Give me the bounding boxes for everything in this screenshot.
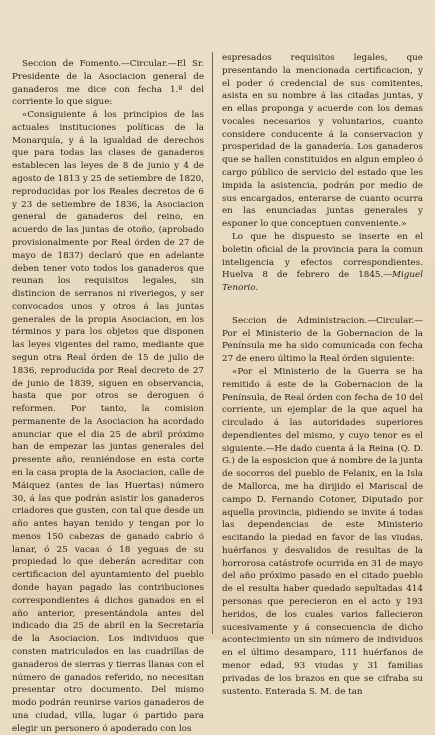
administracion-body-paragraph: «Por el Ministerio de la Guerra se ha remitido á este de la Gobernacion de la Península, de Real órden con fecha de 10 del corriente, un ejemplar de la que aquel ha circulado á las autoridades superiores dependientes del mismo, y cuyo tenor es el siguiente.—He dado cuenta á la Reina (Q. D. G.) de la esposicion que á nombre de la junta de socorros del pueblo de Felanix, en la Isla de Mallorca, me ha dirijido el Mariscal de campo D. Fernando Cotoner, Diputado por aquella provincia, pidiendo se invite á todas las dependencias de este Ministerio escitando la piedad en favor de las viudas, huérfanos y desvalidos de resultas de la horrorosa catástrofe ocurrida en 31 de mayo del año próximo pasado en el citado pueblo de el resulta haber quedado sepultadas 414 personas que perecieron en el acto y 193 heridos, de los cuales varios fallecieron sucesivamente y á consecuencia de dicho acontecimiento un sin número de individuos en el último desamparo, 111 huérfanos de menor edad, 93 viudas y 31 familias privadas de los brazos en que se cifraba su sustento. Enterada S. M. de tan	[222, 366, 423, 697]
insertion-text: Lo que he dispuesto se inserte en el boletin oficial de la provincia para la comun inteligencia y efectos correspondientes. Huelva 8 de febrero de 1845.—	[222, 231, 423, 281]
column-divider	[212, 52, 213, 634]
right-column	[222, 52, 423, 698]
administracion-heading-paragraph: Seccion de Administracion.—Circular.—Por el Ministerio de la Gobernacion de la Península me ha sido comunicada con fecha 27 de enero último la Real órden siguiente:	[222, 315, 423, 365]
left-column	[12, 52, 204, 735]
insertion-paragraph	[222, 231, 423, 295]
fomento-heading-paragraph: Seccion de Fomento.—Circular.—El Sr. Presidente de la Asociacion general de ganaderos me dice con fecha 1.º del corriente lo que sigue:	[12, 59, 204, 108]
continuation-paragraph: espresados requisitos legales, que presentando la mencionada certificacion, y el poder ó credencial de sus comitentes, asista en su nombre á las citadas juntas, y en ellas proponga y acuerde con los demas vocales necesarios y voluntarios, cuanto considere conducente á la conservacion y prosperidad de la ganadería. Los ganaderos que se hallen constituidos en algun empleo ó cargo público de servicio del estado que les impida la asistencia, podrán por medio de sus encargados, enterarse de cuanto ocurra en las enunciadas juntas generales y esponer lo que conceptuen conveniente.»	[222, 53, 423, 230]
signature: Miguel Tenorio.	[222, 270, 423, 294]
fomento-body-paragraph: «Consiguiente á los principios de las actuales instituciones políticas de la Monarquía, y á la igualdad de derechos que para todas las clases de ganaderos establecen las leyes de 8 de junio y 4 de agosto de 1813 y 25 de setiembre de 1820, reproducidas por los Reales decretos de 6 y 23 de setiembre de 1836, la Asociacion general de ganaderos del reino, en acuerdo de las juntas de otoño, (aprobado provisionalmente por Real órden de 27 de mayo de 1837) declaró que en adelante deben tener voto todos los ganaderos que reunan los requisitos legales, sin distincion de serranos ni riveriegos, y ser convocados unos y otros á las juntas generales de la propia Asociacion, en los términos y para los objetos que disponen las leyes vigentes del ramo, mediante que segun otra Real órden de 15 de julio de 1836, reproducida por Real decreto de 27 de junio de 1839, siguen en observancia, hasta que por otros se deroguen ó reformen. Por tanto, la comision permanente de la Asociacion ha acordado anunciar que el dia 25 de abril próximo han de empezar las juntas generales del presente año, reuniéndose en esta corte en la casa propia de la Asociacion, calle de Máiquez (antes de las Huertas) número 30, á las que podrán asistir los ganaderos criadores que gusten, con tal que desde un año antes hayan tenido y tengan por lo menos 150 cabezas de ganado cabrío ó lanar, ó 25 vacas ó 18 yeguas de su propiedad lo que deberán acreditar con certificacion del ayuntamiento del pueblo donde hayan pagado las contribuciones correspondientes á dichos ganados en el año anterior, presentándola antes del indicado dia 25 de abril en la Secretaría de la Asociacion. Los individuos que consten matriculados en las cuadrillas de ganaderos de sierras y tierras llanas con el número de ganados referido, no necesitan presentar otro documento. Del mismo modo podrán reunirse varios ganaderos de una ciudad, villa, lugar ó partido para elegir un personero ó apoderado con los	[12, 110, 204, 734]
